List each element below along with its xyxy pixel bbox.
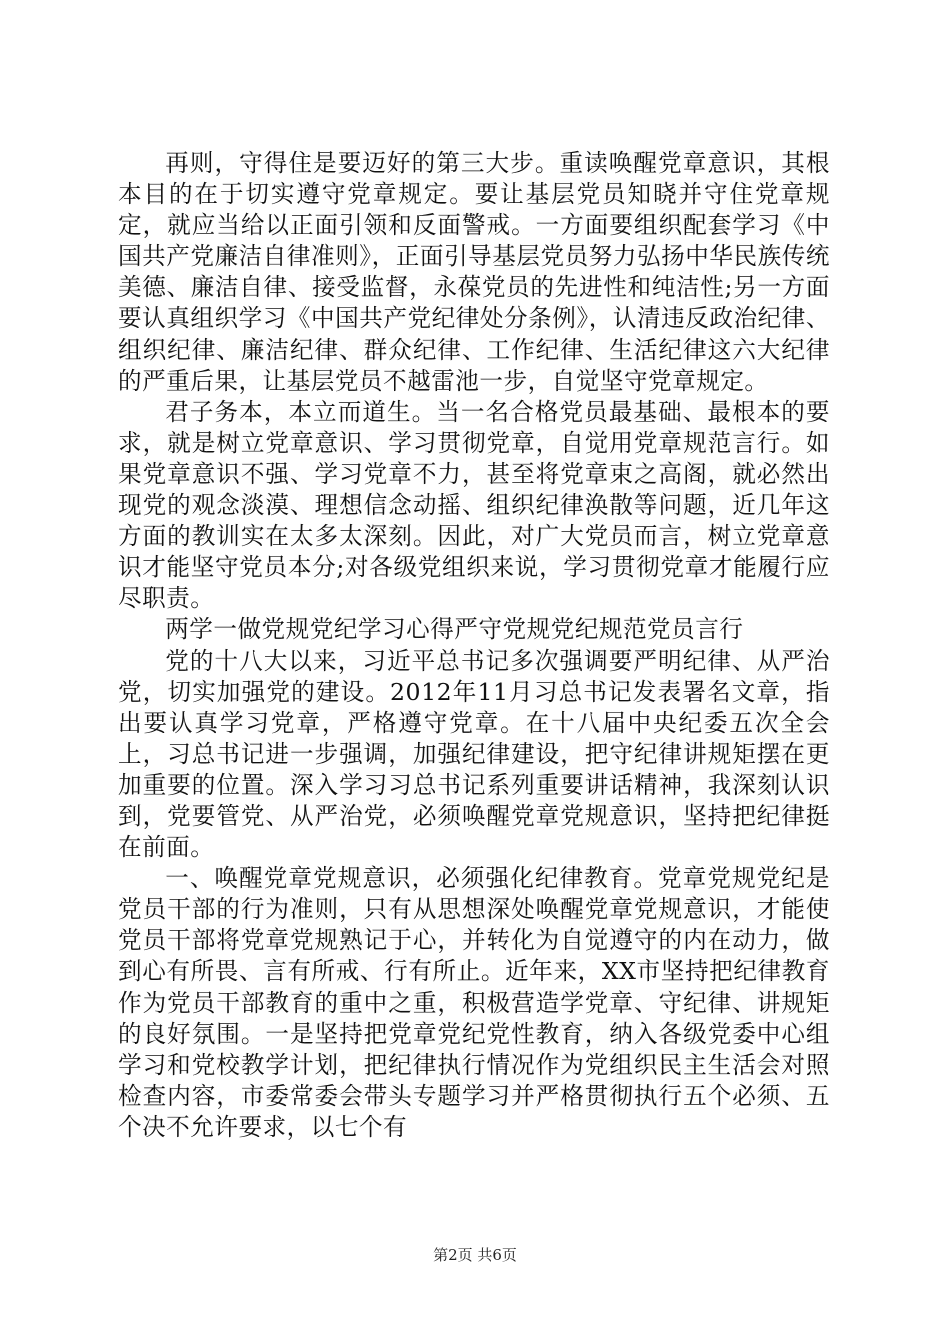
paragraph: 一、唤醒党章党规意识，必须强化纪律教育。党章党规党纪是党员干部的行为准则，只有从思想深处唤醒党章党规意识，才能使党员干部将党章党规熟记于心，并转化为自觉遵守的内在动力，做到心有所畏、言有所戒、行有所止。近年来，XX市坚持把纪律教育作为党员干部教育的重中之重，积极营造学党章、守纪律、讲规矩的良好氛围。一是坚持把党章党纪党性教育，纳入各级党委中心组学习和党校教学计划，把纪律执行情况作为党组织民主生活会对照检查内容，市委常委会带头专题学习并严格贯彻执行五个必须、五个决不允许要求，以七个有 <box>118 864 830 1141</box>
paragraph: 君子务本，本立而道生。当一名合格党员最基础、最根本的要求，就是树立党章意识、学习贯彻党章，自觉用党章规范言行。如果党章意识不强、学习党章不力，甚至将党章束之高阁，就必然出现党的观念淡漠、理想信念动摇、组织纪律涣散等问题，近几年这方面的教训实在太多太深刻。因此，对广大党员而言，树立党章意识才能坚守党员本分;对各级党组织来说，学习贯彻党章才能履行应尽职责。 <box>118 397 830 613</box>
paragraph: 党的十八大以来，习近平总书记多次强调要严明纪律、从严治党，切实加强党的建设。2012年11月习总书记发表署名文章，指出要认真学习党章，严格遵守党章。在十八届中央纪委五次全会上，习总书记进一步强调，加强纪律建设，把守纪律讲规矩摆在更加重要的位置。深入学习习总书记系列重要讲话精神，我深刻认识到，党要管党、从严治党，必须唤醒党章党规意识，坚持把纪律挺在前面。 <box>118 646 830 862</box>
section-title: 两学一做党规党纪学习心得严守党规党纪规范党员言行 <box>165 615 744 644</box>
page-number: 第2页 共6页 <box>433 1246 517 1264</box>
paragraph: 再则，守得住是要迈好的第三大步。重读唤醒党章意识，其根本目的在于切实遵守党章规定。要让基层党员知晓并守住党章规定，就应当给以正面引领和反面警戒。一方面要组织配套学习《中国共产党廉洁自律准则》，正面引导基层党员努力弘扬中华民族传统美德、廉洁自律、接受监督，永葆党员的先进性和纯洁性;另一方面要认真组织学习《中国共产党纪律处分条例》，认清违反政治纪律、组织纪律、廉洁纪律、群众纪律、工作纪律、生活纪律这六大纪律的严重后果，让基层党员不越雷池一步，自觉坚守党章规定。 <box>118 149 830 395</box>
page-footer <box>0 1245 950 1265</box>
document-body <box>118 148 830 1143</box>
